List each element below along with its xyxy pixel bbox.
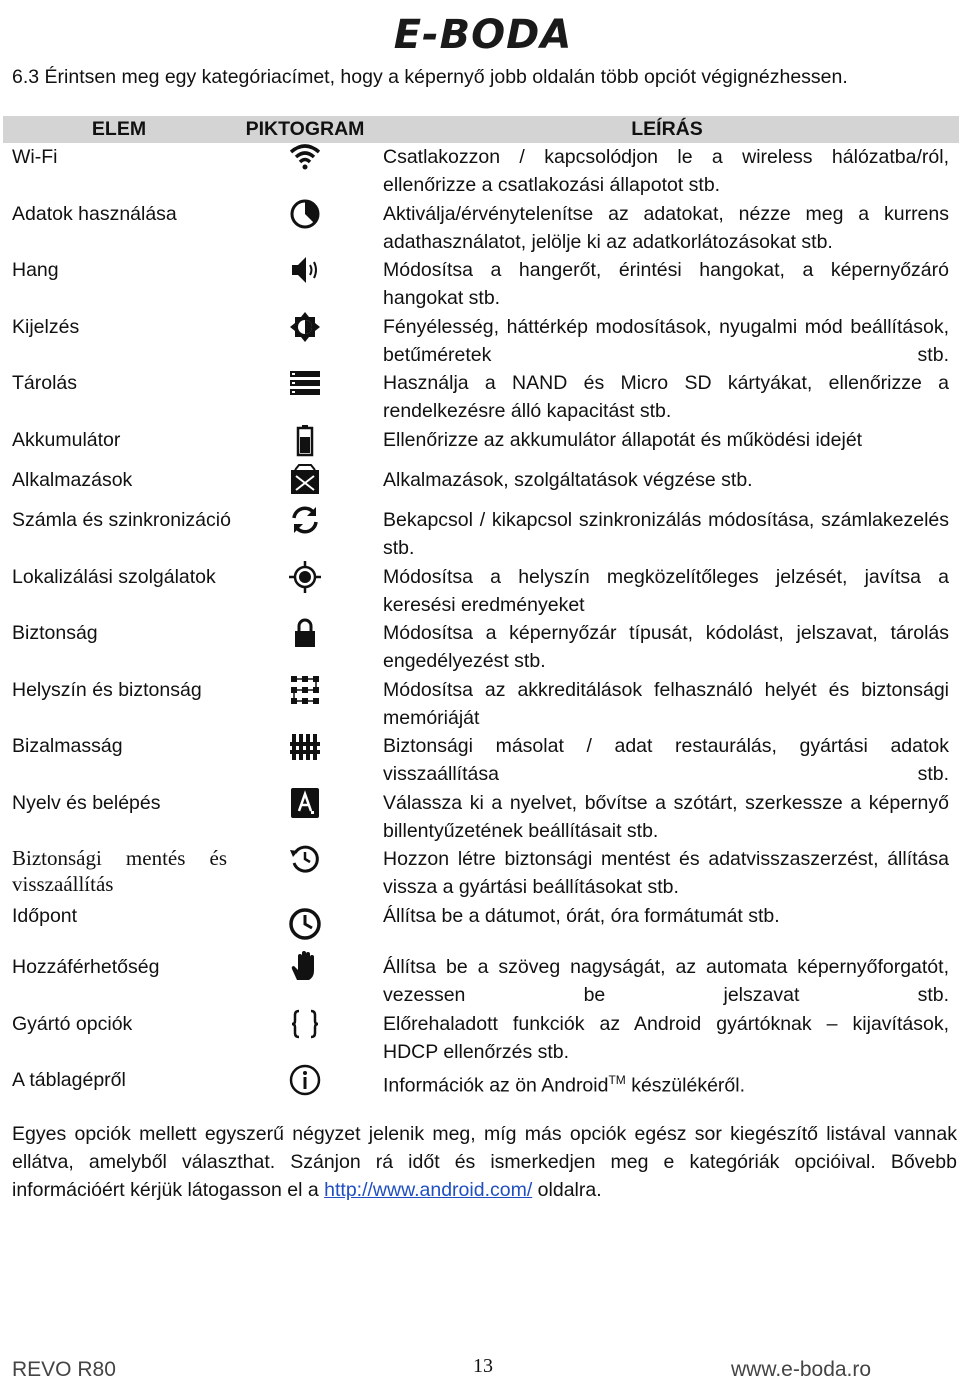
row-name: Tárolás xyxy=(12,372,78,394)
section-heading: 6.3 Érintsen meg egy kategóriacímet, hogy a képernyő jobb oldalán több opciót végignézhessen. xyxy=(12,66,848,88)
row-desc xyxy=(375,1066,959,1106)
wifi-icon xyxy=(287,139,323,175)
data-usage-icon xyxy=(287,196,323,232)
paragraph-tail: oldalra. xyxy=(532,1179,602,1201)
row-name: A táblagépről xyxy=(12,1069,126,1091)
android-link[interactable]: http://www.android.com/ xyxy=(324,1179,533,1201)
settings-table xyxy=(3,116,959,1106)
row-name: Alkalmazások xyxy=(12,469,133,491)
row-desc: Bekapcsol / kikapcsol szinkronizálás módosítása, számlakezelés stb. xyxy=(383,509,949,559)
row-name: Adatok használása xyxy=(12,203,177,225)
table-row xyxy=(3,953,959,1010)
info-icon xyxy=(287,1062,323,1098)
table-row xyxy=(3,789,959,845)
row-desc: Módosítsa a hangerőt, érintési hangokat, a képernyőzáró hangokat stb. xyxy=(383,259,949,309)
table-row xyxy=(3,466,959,506)
about-desc-tail: készülékéről. xyxy=(625,1074,746,1097)
table-row xyxy=(3,313,959,369)
table-row xyxy=(3,902,959,953)
row-name: Hozzáférhetőség xyxy=(12,956,160,978)
table-row xyxy=(3,506,959,563)
row-name: Lokalizálási szolgálatok xyxy=(12,566,216,588)
eboda-logo xyxy=(383,10,583,60)
row-desc: Használja a NAND és Micro SD kártyákat, ellenőrizze a rendelkezésre álló kapacitást stb. xyxy=(383,372,949,422)
row-name: Biztonsági mentés és visszaállítás xyxy=(12,846,227,896)
row-desc: Fényélesség, háttérkép modosítások, nyugalmi mód beállítások, betűméretek stb. xyxy=(383,316,949,366)
table-row xyxy=(3,1066,959,1106)
table-row xyxy=(3,1010,959,1066)
table-row xyxy=(3,676,959,732)
braces-icon xyxy=(287,1006,323,1042)
row-name: Kijelzés xyxy=(12,316,80,338)
row-desc: Biztonsági másolat / adat restaurálás, gyártási adatok visszaállítása stb. xyxy=(383,735,949,785)
page-number: 13 xyxy=(473,1355,493,1377)
row-name: Akkumulátor xyxy=(12,429,121,451)
language-icon xyxy=(287,785,323,821)
row-name: Helyszín és biztonság xyxy=(12,679,202,701)
row-desc: Állítsa be a szöveg nagyságát, az automata képernyőforgatót, vezessen be jelszavat stb. xyxy=(383,956,949,1006)
speaker-icon xyxy=(287,252,323,288)
table-row xyxy=(3,426,959,466)
row-desc: Csatlakozzon / kapcsolódjon le a wireless hálózatba/ról, ellenőrizze a csatlakozási állapotot stb. xyxy=(383,146,949,196)
privacy-icon xyxy=(287,728,323,764)
info-paragraph xyxy=(12,1120,957,1204)
pattern-icon xyxy=(287,672,323,708)
apps-icon xyxy=(287,462,323,498)
backup-icon xyxy=(287,841,323,877)
row-desc: Aktiválja/érvénytelenítse az adatokat, nézze meg a kurrens adathasználatot, jelölje ki az adatkorlátozásokat stb. xyxy=(383,203,949,253)
row-desc: Módosítsa a képernyőzár típusát, kódolást, jelszavat, tárolás engedélyezést stb. xyxy=(383,622,949,672)
row-desc: Hozzon létre biztonsági mentést és adatvisszaszerzést, állítása vissza a gyártási beállításokat stb. xyxy=(383,848,949,898)
table-row xyxy=(3,143,959,200)
row-desc: Előrehaladott funkciók az Android gyártóknak – kijavítások, HDCP ellenőrzés stb. xyxy=(383,1013,949,1063)
sync-icon xyxy=(287,502,323,538)
about-desc-text: Információk az ön Android xyxy=(383,1074,609,1097)
paragraph-text: Egyes opciók mellett egyszerű négyzet jelenik meg, míg más opciók egész sor kiegészítő listával vannak ellátva, amelyből választhat. Szánjon rá időt és ismerkedjen meg e kategóriák opcióival. Bővebb információért kérjük látogasson el a xyxy=(12,1123,957,1201)
row-name: Hang xyxy=(12,259,59,281)
table-row xyxy=(3,256,959,313)
row-name: Gyártó opciók xyxy=(12,1013,133,1035)
logo-text: E-BODA xyxy=(393,12,573,58)
hand-icon xyxy=(287,949,323,985)
row-desc: Alkalmazások, szolgáltatások végzése stb. xyxy=(383,469,753,491)
battery-icon xyxy=(287,422,323,458)
row-name: Nyelv és belépés xyxy=(12,792,161,814)
row-desc: Állítsa be a dátumot, órát, óra formátumát stb. xyxy=(383,905,780,927)
row-desc: Módosítsa az akkreditálások felhasználó helyét és biztonsági memóriáját xyxy=(383,679,949,729)
table-row xyxy=(3,619,959,676)
table-row xyxy=(3,369,959,426)
table-header-row xyxy=(3,116,959,143)
row-name: Időpont xyxy=(12,905,78,927)
trademark-sup: TM xyxy=(608,1073,626,1087)
row-desc: Ellenőrizze az akkumulátor állapotát és működési idejét xyxy=(383,429,863,451)
table-row xyxy=(3,200,959,256)
row-desc: Válassza ki a nyelvet, bővítse a szótárt, szerkessze a képernyő billentyűzetének beállításait stb. xyxy=(383,792,949,842)
clock-icon xyxy=(287,906,323,942)
row-desc: Módosítsa a helyszín megközelítőleges jelzését, javítsa a keresési eredményeket xyxy=(383,566,949,616)
footer-website: www.e-boda.ro xyxy=(731,1358,872,1381)
table-row xyxy=(3,563,959,619)
row-name: Bizalmasság xyxy=(12,735,123,757)
header-elem: ELEM xyxy=(3,116,235,143)
header-leiras: LEÍRÁS xyxy=(375,116,959,143)
row-name: Biztonság xyxy=(12,622,98,644)
row-name: Wi-Fi xyxy=(12,146,58,168)
location-icon xyxy=(287,559,323,595)
storage-icon xyxy=(287,365,323,401)
table-row xyxy=(3,845,959,902)
brightness-icon xyxy=(287,309,323,345)
row-name: Számla és szinkronizáció xyxy=(12,509,231,531)
lock-icon xyxy=(287,615,323,651)
table-row xyxy=(3,732,959,789)
footer-model: REVO R80 xyxy=(12,1358,116,1381)
header-piktogram: PIKTOGRAM xyxy=(235,116,375,143)
